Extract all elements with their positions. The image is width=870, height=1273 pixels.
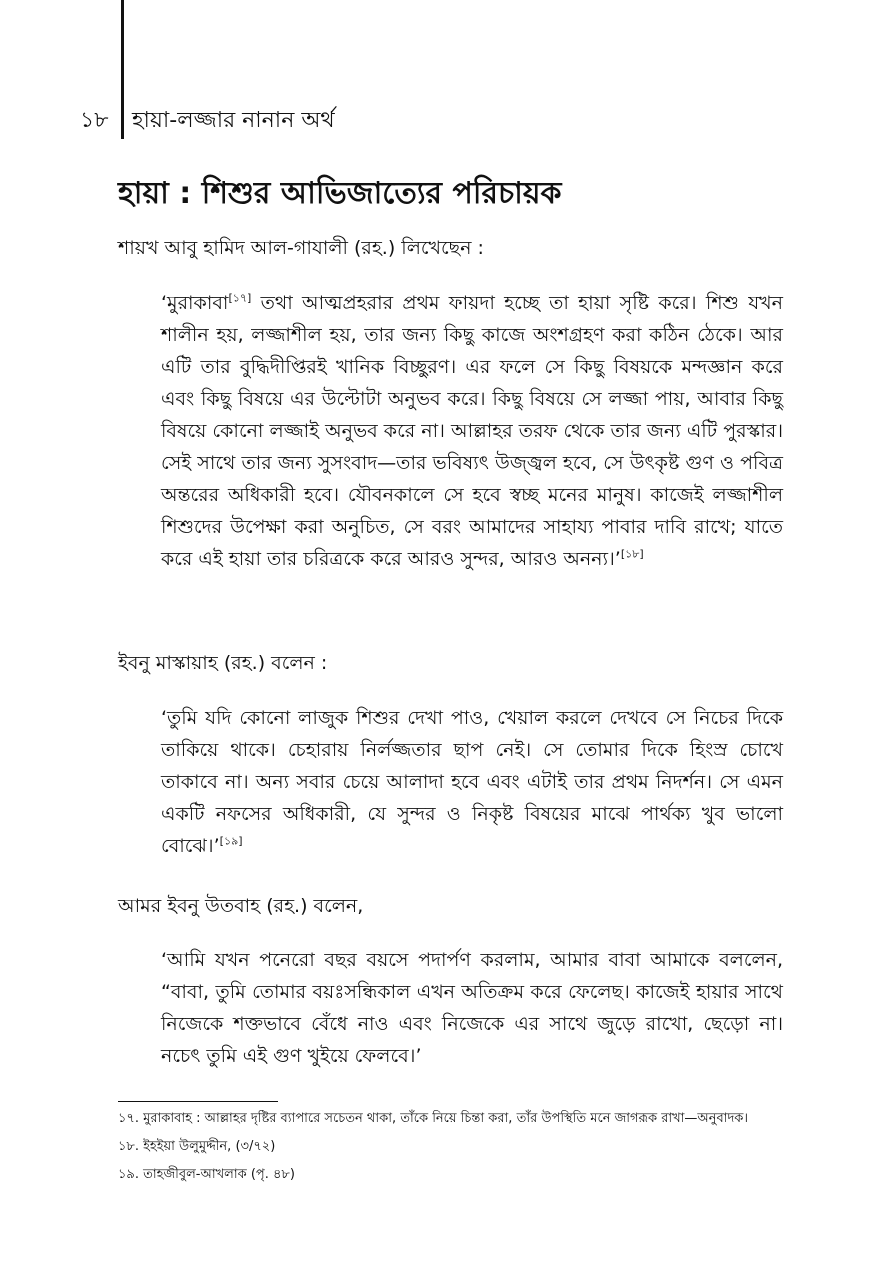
intro-amr: আমর ইবনু উতবাহ (রহ.) বলেন, (118, 895, 364, 917)
quote-ghazali (161, 287, 783, 575)
footnote-18: ১৮. ইহইয়া উলুমুদ্দীন, (৩/৭২) (118, 1139, 276, 1154)
footnote-17: ১৭. মুরাকাবাহ : আল্লাহর দৃষ্টির ব্যাপারে সচেতন থাকা, তাঁকে নিয়ে চিন্তা করা, তাঁর উপস্থিতি মনে জাগরূক রাখা—অনুবাদক। (118, 1111, 749, 1126)
footnotes (118, 1108, 788, 1192)
section-title: হায়া : শিশুর আভিজাত্যের পরিচায়ক (118, 176, 562, 211)
quote-ghazali-open: ‘মুরাকাবা (161, 292, 229, 314)
intro-ghazali: শায়খ আবু হামিদ আল-গাযালী (রহ.) লিখেছেন : (118, 237, 484, 259)
quote-ghazali-body: তথা আত্মপ্রহরার প্রথম ফায়দা হচ্ছে তা হায়া সৃষ্টি করে। শিশু যখন শালীন হয়, লজ্জাশীল হয়, তার জন্য কিছু কাজে অংশগ্রহণ করা কঠিন ঠেকে। আর এটি তার বুদ্ধিদীপ্তিরই খানিক বিচ্ছুরণ। এর ফলে সে কিছু বিষয়কে মন্দজ্ঞান করে এবং কিছু বিষয়ে এর উল্টোটা অনুভব করে। কিছু বিষয়ে সে লজ্জা পায়, আবার কিছু বিষয়ে কোনো লজ্জাই অনুভব করে না। আল্লাহর তরফ থেকে তার জন্য এটি পুরস্কার। সেই সাথে তার জন্য সুসংবাদ—তার ভবিষ্যৎ উজ্জ্বল হবে, সে উৎকৃষ্ট গুণ ও পবিত্র অন্তরের অধিকারী হবে। যৌবনকালে সে হবে স্বচ্ছ মনের মানুষ। কাজেই লজ্জাশীল শিশুদের উপেক্ষা করা অনুচিত, সে বরং আমাদের সাহায্য পাবার দাবি রাখে; যাতে করে এই হায়া তার চরিত্রকে করে আরও সুন্দর, আরও অনন্য।’ (161, 292, 783, 570)
intro-miskawayh: ইবনু মাস্কায়াহ (রহ.) বলেন : (118, 652, 328, 674)
footnote-19: ১৯. তাহজীবুল-আখলাক (পৃ. ৪৮) (118, 1167, 295, 1182)
quote-miskawayh-body: ‘তুমি যদি কোনো লাজুক শিশুর দেখা পাও, খেয়াল করলে দেখবে সে নিচের দিকে তাকিয়ে থাকে। চেহারায় নির্লজ্জতার ছাপ নেই। সে তোমার দিকে হিংস্র চোখে তাকাবে না। অন্য সবার চেয়ে আলাদা হবে এবং এটাই তার প্রথম নিদর্শন। সে এমন একটি নফসের অধিকারী, যে সুন্দর ও নিকৃষ্ট বিষয়ের মাঝে পার্থক্য খুব ভালো বোঝে।’ (161, 707, 783, 857)
footnote-ref-18: [১৮] (620, 547, 644, 561)
running-title: হায়া-লজ্জার নানান অর্থ (132, 108, 335, 133)
header-vertical-rule (121, 0, 124, 139)
footnote-ref-19: [১৯] (219, 834, 243, 848)
quote-miskawayh (161, 702, 783, 862)
footnote-divider (118, 1101, 278, 1102)
footnote-ref-17: [১৭] (228, 291, 252, 305)
quote-amr-body: ‘আমি যখন পনেরো বছর বয়সে পদার্পণ করলাম, আমার বাবা আমাকে বললেন, “বাবা, তুমি তোমার বয়ঃসন্ধিকাল এখন অতিক্রম করে ফেলেছ। কাজেই হায়ার সাথে নিজেকে শক্তভাবে বেঁধে নাও এবং নিজেকে এর সাথে জুড়ে রাখো, ছেড়ো না। নচেৎ তুমি এই গুণ খুইয়ে ফেলবে।’ (161, 949, 783, 1067)
page-number: ১৮ (80, 108, 109, 133)
quote-amr (161, 944, 783, 1072)
